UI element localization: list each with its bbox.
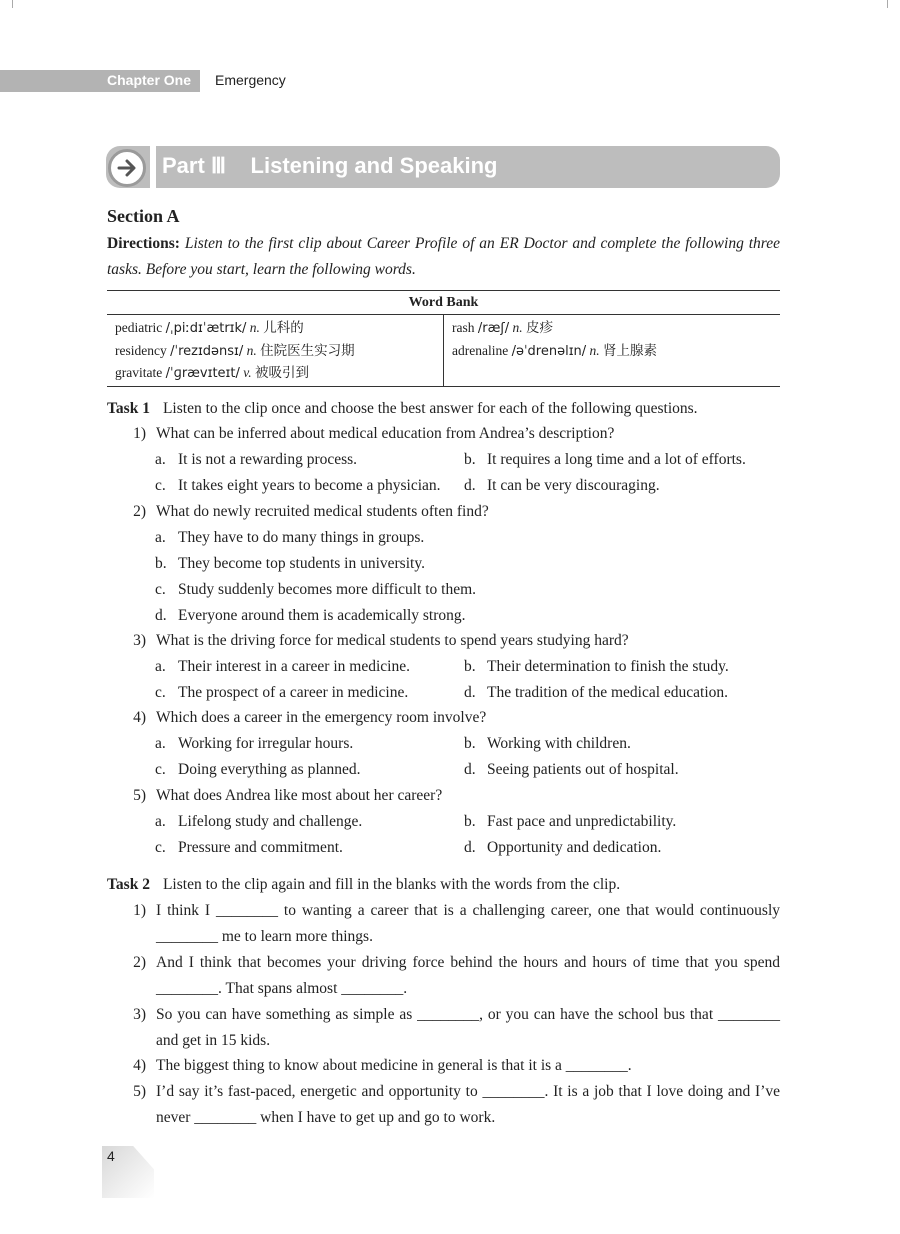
question-text: What does Andrea like most about her career? <box>156 787 443 804</box>
option-letter: d. <box>464 761 476 778</box>
option-letter: c. <box>155 477 166 494</box>
option-text: Doing everything as planned. <box>178 761 361 778</box>
answer-option <box>464 735 631 753</box>
entry-meaning: 被吸引到 <box>254 365 309 380</box>
answer-option <box>464 684 728 702</box>
option-text: It takes eight years to become a physician. <box>178 477 441 494</box>
answer-option <box>155 735 353 753</box>
task1-instruction: Listen to the clip once and choose the best answer for each of the following questions. <box>162 400 698 417</box>
entry-word: pediatric <box>115 320 163 335</box>
part-banner-notch <box>150 146 156 188</box>
fill-blank-item <box>130 1053 780 1079</box>
task2-label: Task 2 <box>107 876 150 893</box>
task1-heading <box>107 400 698 418</box>
option-text: Lifelong study and challenge. <box>178 813 363 830</box>
option-letter: b. <box>464 813 476 830</box>
option-text: It can be very discouraging. <box>487 477 660 494</box>
option-letter: d. <box>464 839 476 856</box>
option-letter: d. <box>155 607 167 624</box>
fill-blank-item <box>130 898 780 950</box>
word-bank-entry <box>452 317 772 340</box>
word-bank-entry <box>115 362 435 385</box>
directions-label: Directions: <box>107 235 180 252</box>
answer-option <box>155 581 476 599</box>
question-number: 2) <box>133 503 146 520</box>
entry-pos: n. <box>512 320 523 335</box>
question-text: Which does a career in the emergency room involve? <box>156 709 487 726</box>
task1-label: Task 1 <box>107 400 150 417</box>
answer-option <box>464 813 676 831</box>
answer-option <box>155 813 362 831</box>
entry-ipa: /ˈrezɪdənsɪ/ <box>170 343 244 359</box>
item-text: I think I ________ to wanting a career that is a challenging career, one that would continuously ________ me to learn more things. <box>156 902 780 945</box>
option-letter: a. <box>155 658 166 675</box>
question-number: 5) <box>133 787 146 804</box>
option-letter: c. <box>155 581 166 598</box>
chapter-title: Emergency <box>215 72 286 88</box>
answer-option <box>155 839 343 857</box>
answer-option <box>464 477 660 495</box>
crop-mark <box>12 0 21 8</box>
option-text: Seeing patients out of hospital. <box>487 761 679 778</box>
option-text: Their interest in a career in medicine. <box>178 658 410 675</box>
option-text: Working for irregular hours. <box>178 735 354 752</box>
word-bank-title: Word Bank <box>107 291 780 315</box>
fill-blank-item <box>130 950 780 1002</box>
option-letter: a. <box>155 735 166 752</box>
item-number: 4) <box>133 1057 146 1074</box>
word-bank-entry <box>115 340 435 363</box>
answer-option <box>155 555 425 573</box>
option-text: Opportunity and dedication. <box>487 839 662 856</box>
entry-meaning: 儿科的 <box>263 320 304 335</box>
option-letter: a. <box>155 813 166 830</box>
question-number: 4) <box>133 709 146 726</box>
arrow-right-icon <box>108 149 146 187</box>
option-letter: c. <box>155 684 166 701</box>
option-text: Their determination to finish the study. <box>487 658 729 675</box>
item-text: The biggest thing to know about medicine in general is that it is a ________. <box>156 1057 632 1074</box>
option-text: Study suddenly becomes more difficult to them. <box>178 581 477 598</box>
option-text: It requires a long time and a lot of efforts. <box>487 451 746 468</box>
item-number: 2) <box>133 954 146 971</box>
answer-option <box>155 529 424 547</box>
option-letter: b. <box>464 735 476 752</box>
answer-option <box>464 839 661 857</box>
entry-meaning: 皮疹 <box>526 320 553 335</box>
question-text: What is the driving force for medical students to spend years studying hard? <box>156 632 629 649</box>
item-text: I’d say it’s fast-paced, energetic and opportunity to ________. It is a job that I love doing and I’ve never ________ when I have to get up and go to work. <box>156 1083 780 1126</box>
answer-option <box>464 658 729 676</box>
entry-ipa: /ˈɡrævɪteɪt/ <box>165 366 240 381</box>
entry-meaning: 住院医生实习期 <box>260 342 355 358</box>
entry-word: gravitate <box>115 365 163 380</box>
option-text: Working with children. <box>487 735 631 752</box>
question-number: 3) <box>133 632 146 649</box>
option-text: Fast pace and unpredictability. <box>487 813 677 830</box>
option-letter: c. <box>155 761 166 778</box>
entry-pos: n. <box>249 320 260 335</box>
directions <box>107 231 780 283</box>
option-text: It is not a rewarding process. <box>178 451 358 468</box>
answer-option <box>155 477 441 495</box>
fill-blank-item <box>130 1002 780 1054</box>
task2-heading <box>107 876 620 894</box>
item-number: 5) <box>133 1083 146 1100</box>
option-text: They have to do many things in groups. <box>178 529 425 546</box>
option-letter: b. <box>464 658 476 675</box>
word-bank <box>107 290 780 387</box>
entry-meaning: 肾上腺素 <box>603 342 658 358</box>
option-letter: a. <box>155 529 166 546</box>
fill-blank-item <box>130 1079 780 1131</box>
option-letter: d. <box>464 684 476 701</box>
word-bank-entry <box>115 317 435 340</box>
answer-option <box>155 607 466 625</box>
question-text: What do newly recruited medical students often find? <box>156 503 489 520</box>
part-title: Part Ⅲ Listening and Speaking <box>162 153 498 178</box>
section-title: Section A <box>107 206 180 226</box>
option-text: They become top students in university. <box>178 555 425 572</box>
item-number: 3) <box>133 1006 146 1023</box>
task2-instruction: Listen to the clip again and fill in the blanks with the words from the clip. <box>162 876 621 893</box>
entry-word: residency <box>115 342 167 358</box>
crop-mark <box>879 0 888 8</box>
item-text: So you can have something as simple as ________, or you can have the school bus that ________ and get in 15 kids. <box>156 1006 780 1049</box>
answer-option <box>464 761 679 779</box>
answer-option <box>155 451 357 469</box>
option-text: The prospect of a career in medicine. <box>178 684 409 701</box>
answer-option <box>155 761 361 779</box>
word-bank-right-column <box>444 315 780 386</box>
entry-ipa: /əˈdrenəlɪn/ <box>511 343 587 359</box>
answer-option <box>155 658 410 676</box>
entry-ipa: /ˌpiːdɪˈætrɪk/ <box>165 321 247 336</box>
page-number: 4 <box>107 1148 115 1164</box>
option-letter: b. <box>155 555 167 572</box>
option-letter: d. <box>464 477 476 494</box>
answer-option <box>464 451 746 469</box>
entry-word: adrenaline <box>452 342 509 358</box>
option-text: Everyone around them is academically strong. <box>178 607 466 624</box>
entry-word: rash <box>452 320 475 335</box>
option-letter: b. <box>464 451 476 468</box>
option-letter: a. <box>155 451 166 468</box>
chapter-label: Chapter One <box>107 72 192 88</box>
question-number: 1) <box>133 425 146 442</box>
directions-text: Listen to the first clip about Career Profile of an ER Doctor and complete the following three tasks. Before you start, learn the following words. <box>107 235 781 278</box>
item-text: And I think that becomes your driving force behind the hours and hours of time that you spend ________. That spans almost ________. <box>156 954 780 997</box>
entry-pos: n. <box>589 342 600 358</box>
option-text: The tradition of the medical education. <box>487 684 729 701</box>
question-text: What can be inferred about medical education from Andrea’s description? <box>156 425 615 442</box>
option-letter: c. <box>155 839 166 856</box>
entry-pos: v. <box>243 365 252 380</box>
word-bank-left-column <box>107 315 444 386</box>
entry-ipa: /ræʃ/ <box>477 321 510 336</box>
option-text: Pressure and commitment. <box>178 839 343 856</box>
answer-option <box>155 684 408 702</box>
word-bank-entry <box>452 340 772 363</box>
entry-pos: n. <box>246 342 257 358</box>
item-number: 1) <box>133 902 146 919</box>
